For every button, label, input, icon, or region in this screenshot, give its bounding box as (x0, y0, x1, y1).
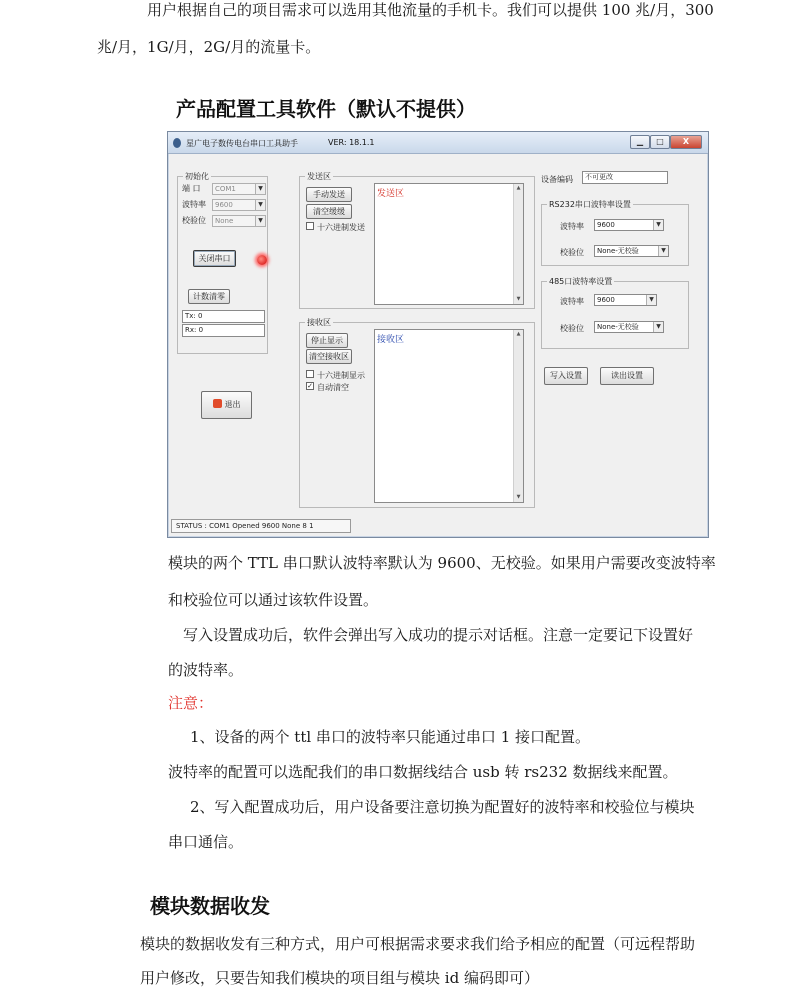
paragraph-line: 的波特率。 (168, 661, 244, 679)
stop-display-button[interactable]: 停止显示 (306, 333, 348, 348)
paragraph-line: 串口通信。 (168, 833, 244, 851)
chevron-down-icon: ▼ (255, 184, 265, 194)
paragraph-line: 和校验位可以通过该软件设置。 (168, 591, 379, 609)
paragraph-line: 写入设置成功后，软件会弹出写入成功的提示对话框。注意一定要记下设置好 (183, 626, 694, 644)
port-select-value: COM1 (215, 185, 236, 193)
port-label: 端 口 (182, 184, 201, 193)
recv-scrollbar[interactable] (513, 330, 523, 502)
title-bar[interactable] (168, 132, 708, 154)
init-group (177, 172, 268, 354)
window-title: 星广电子数传电台串口工具助手 (186, 139, 298, 148)
port-status-led-icon (257, 255, 267, 265)
rs232-baud-value: 9600 (597, 221, 615, 229)
paragraph-line: 模块的数据收发有三种方式，用户可根据需求要求我们给予相应的配置（可远程帮助 (140, 935, 696, 953)
paragraph-line: 1、设备的两个 ttl 串口的波特率只能通过串口 1 接口配置。 (190, 728, 591, 746)
hex-display-label: 十六进制显示 (317, 371, 365, 380)
clear-recv-button[interactable]: 清空接收区 (306, 349, 352, 364)
exit-icon (213, 399, 222, 408)
maximize-button[interactable]: □ (650, 135, 670, 149)
device-id-field: 不可更改 (582, 171, 668, 184)
rs232-parity-label: 校验位 (560, 248, 584, 257)
paragraph-line: 兆/月，1G/月，2G/月的流量卡。 (97, 38, 321, 56)
read-settings-button[interactable]: 读出设置 (600, 367, 654, 385)
paragraph-line: 用户修改，只要告知我们模块的项目组与模块 id 编码即可） (140, 969, 539, 987)
exit-button[interactable] (201, 391, 252, 419)
chevron-down-icon: ▼ (653, 220, 663, 230)
chevron-down-icon: ▼ (658, 246, 668, 256)
port-select[interactable] (212, 183, 266, 195)
send-scrollbar[interactable] (513, 184, 523, 304)
manual-send-button[interactable]: 手动发送 (306, 187, 352, 202)
rs485-parity-select[interactable] (594, 321, 664, 333)
chevron-down-icon: ▼ (653, 322, 663, 332)
paragraph-line: 2、写入配置成功后，用户设备要注意切换为配置好的波特率和校验位与模块 (190, 798, 695, 816)
device-id-label: 设备编码 (541, 175, 573, 184)
auto-clear-label: 自动清空 (317, 383, 349, 392)
rs485-group-label: 485口波特率设置 (549, 277, 613, 286)
scroll-down-icon[interactable]: ▼ (516, 296, 521, 302)
section-heading: 模块数据收发 (150, 894, 270, 918)
rs232-baud-select[interactable] (594, 219, 664, 231)
recv-textarea[interactable] (374, 329, 524, 503)
rs485-baud-label: 波特率 (560, 297, 584, 306)
app-icon (173, 138, 181, 148)
recv-group-label: 接收区 (307, 318, 331, 327)
rs485-group (541, 277, 689, 349)
hex-display-checkbox[interactable] (306, 370, 314, 378)
chevron-down-icon: ▼ (646, 295, 656, 305)
recv-group (299, 318, 535, 508)
baud-label: 波特率 (182, 200, 206, 209)
send-textarea[interactable] (374, 183, 524, 305)
paragraph-line: 波特率的配置可以选配我们的串口数据线结合 usb 转 rs232 数据线来配置。 (168, 763, 678, 781)
rs232-group-label: RS232串口波特率设置 (549, 200, 631, 209)
send-group-label: 发送区 (307, 172, 331, 181)
rs485-parity-value: None-无校验 (597, 323, 639, 331)
tx-counter: Tx: 0 (182, 310, 265, 323)
section-heading: 产品配置工具软件（默认不提供） (176, 97, 476, 121)
write-settings-button[interactable]: 写入设置 (544, 367, 588, 385)
exit-button-label: 退出 (224, 400, 241, 409)
rs232-group (541, 200, 689, 266)
clear-send-button[interactable]: 清空缓缓 (306, 204, 352, 219)
rs232-parity-select[interactable] (594, 245, 669, 257)
hex-send-checkbox[interactable] (306, 222, 314, 230)
rs232-parity-value: None-无校验 (597, 247, 639, 255)
rs485-parity-label: 校验位 (560, 324, 584, 333)
serial-tool-window (167, 131, 709, 538)
status-bar: STATUS : COM1 Opened 9600 None 8 1 (171, 519, 351, 533)
baud-select[interactable] (212, 199, 266, 211)
rx-counter: Rx: 0 (182, 324, 265, 337)
clear-count-button[interactable]: 计数清零 (188, 289, 230, 304)
rs485-baud-value: 9600 (597, 296, 615, 304)
baud-select-value: 9600 (215, 201, 233, 209)
scroll-up-icon[interactable]: ▲ (516, 331, 521, 337)
send-group (299, 172, 535, 309)
auto-clear-checkbox[interactable]: ✓ (307, 382, 313, 390)
rs485-baud-select[interactable] (594, 294, 657, 306)
window-version: VER: 18.1.1 (328, 138, 375, 147)
recv-area-text: 接收区 (377, 335, 405, 345)
paragraph-line: 模块的两个 TTL 串口默认波特率默认为 9600、无校验。如果用户需要改变波特率 (168, 554, 716, 572)
close-button[interactable]: X (670, 135, 702, 149)
note-label: 注意： (168, 694, 214, 712)
init-group-label: 初始化 (185, 172, 209, 181)
send-area-text: 发送区 (377, 189, 405, 199)
chevron-down-icon: ▼ (255, 200, 265, 210)
parity-select-value: None (215, 217, 234, 225)
rs232-baud-label: 波特率 (560, 222, 584, 231)
close-port-button[interactable]: 关闭串口 (193, 250, 236, 267)
parity-label: 校验位 (182, 216, 206, 225)
minimize-button[interactable]: ▁ (630, 135, 650, 149)
scroll-down-icon[interactable]: ▼ (516, 494, 521, 500)
parity-select[interactable] (212, 215, 266, 227)
scroll-up-icon[interactable]: ▲ (516, 185, 521, 191)
hex-send-label: 十六进制发送 (317, 223, 365, 232)
paragraph-line: 用户根据自己的项目需求可以选用其他流量的手机卡。我们可以提供 100 兆/月，300 (147, 1, 714, 19)
chevron-down-icon: ▼ (255, 216, 265, 226)
